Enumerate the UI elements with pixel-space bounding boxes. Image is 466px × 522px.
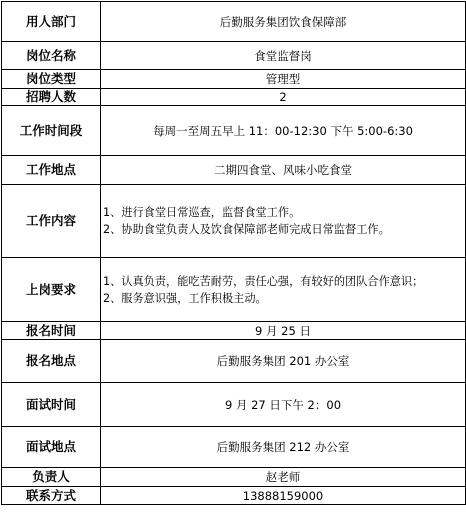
- requirements-value: [101, 258, 466, 322]
- contact-person-label: 负责人: [2, 468, 101, 487]
- row-duties: [2, 185, 466, 258]
- interview-place-value: 后勤服务集团 212 办公室: [101, 427, 466, 468]
- row-position-type: [2, 70, 466, 89]
- contact-method-value: 13888159000: [101, 487, 466, 505]
- interview-time-label: 面试时间: [2, 383, 101, 427]
- position-type-value: 管理型: [101, 70, 466, 89]
- duties-label: 工作内容: [2, 185, 101, 258]
- work-hours-value: 每周一至周五早上 11：00-12:30 下午 5:00-6:30: [101, 106, 466, 156]
- headcount-value: 2: [101, 89, 466, 106]
- row-interview-time: [2, 383, 466, 427]
- row-contact-person: [2, 468, 466, 487]
- row-registration-time: [2, 322, 466, 340]
- row-work-location: [2, 156, 466, 185]
- department-value: 后勤服务集团饮食保障部: [101, 2, 466, 42]
- contact-method-label: 联系方式: [2, 487, 101, 505]
- interview-place-label: 面试地点: [2, 427, 101, 468]
- job-posting-table: [1, 1, 466, 505]
- position-name-value: 食堂监督岗: [101, 42, 466, 70]
- requirements-label: 上岗要求: [2, 258, 101, 322]
- registration-place-label: 报名地点: [2, 340, 101, 383]
- row-position-name: [2, 42, 466, 70]
- row-interview-place: [2, 427, 466, 468]
- registration-time-label: 报名时间: [2, 322, 101, 340]
- row-department: [2, 2, 466, 42]
- duties-line-1: 1、进行食堂日常巡查，监督食堂工作。: [103, 206, 301, 219]
- row-work-hours: [2, 106, 466, 156]
- registration-place-value: 后勤服务集团 201 办公室: [101, 340, 466, 383]
- registration-time-value: 9 月 25 日: [101, 322, 466, 340]
- work-location-value: 二期四食堂、风味小吃食堂: [101, 156, 466, 185]
- contact-person-value: 赵老师: [101, 468, 466, 487]
- headcount-label: 招聘人数: [2, 89, 101, 106]
- work-hours-label: 工作时间段: [2, 106, 101, 156]
- department-label: 用人部门: [2, 2, 101, 42]
- interview-time-value: 9 月 27 日下午 2：00: [101, 383, 466, 427]
- requirements-line-2: 2、服务意识强，工作积极主动。: [103, 291, 267, 305]
- row-registration-place: [2, 340, 466, 383]
- row-headcount: [2, 89, 466, 106]
- position-type-label: 岗位类型: [2, 70, 101, 89]
- duties-line-2: 2、协助食堂负责人及饮食保障部老师完成日常监督工作。: [103, 223, 390, 236]
- work-location-label: 工作地点: [2, 156, 101, 185]
- duties-value: [101, 185, 466, 258]
- requirements-line-1: 1、认真负责，能吃苦耐劳，责任心强，有较好的团队合作意识；: [103, 274, 424, 288]
- position-name-label: 岗位名称: [2, 42, 101, 70]
- row-contact-method: [2, 487, 466, 505]
- row-requirements: [2, 258, 466, 322]
